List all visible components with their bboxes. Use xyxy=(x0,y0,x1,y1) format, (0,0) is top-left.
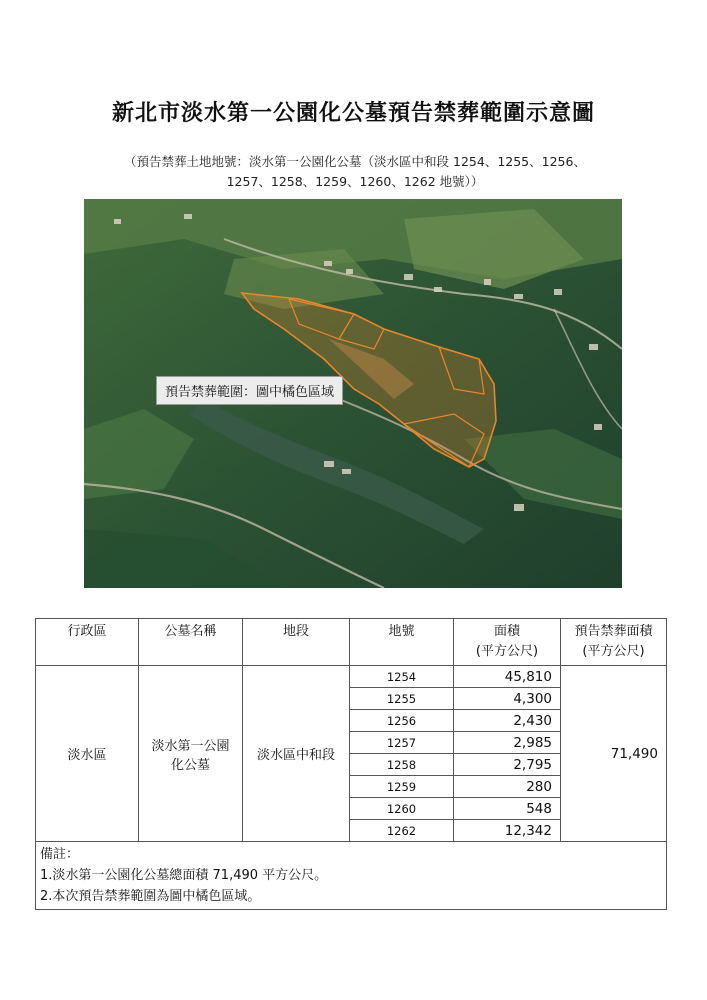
cemetery-name-cell xyxy=(139,666,243,842)
notes-cell xyxy=(36,842,667,910)
header-cemetery: 公墓名稱 xyxy=(139,619,243,666)
area-cell: 12,342 xyxy=(454,820,561,842)
header-area xyxy=(454,619,561,666)
subtitle-line-1: （預告禁葬土地地號：淡水第一公園化公墓（淡水區中和段 1254、1255、1256、 xyxy=(124,154,586,169)
lot-cell: 1257 xyxy=(350,732,454,754)
satellite-map xyxy=(84,199,622,588)
area-cell: 548 xyxy=(454,798,561,820)
lot-cell: 1260 xyxy=(350,798,454,820)
district-cell: 淡水區 xyxy=(36,666,139,842)
header-ban-area-unit: (平方公尺) xyxy=(582,644,645,659)
header-lot: 地號 xyxy=(350,619,454,666)
lot-cell: 1262 xyxy=(350,820,454,842)
lot-cell: 1255 xyxy=(350,688,454,710)
notes-heading: 備註： xyxy=(40,847,80,862)
section-cell: 淡水區中和段 xyxy=(243,666,350,842)
lot-cell: 1254 xyxy=(350,666,454,688)
lot-cell: 1259 xyxy=(350,776,454,798)
lot-cell: 1256 xyxy=(350,710,454,732)
page-title: 新北市淡水第一公園化公墓預告禁葬範圍示意圖 xyxy=(111,101,595,126)
header-area-unit: (平方公尺) xyxy=(475,644,539,659)
cemetery-name-line-1: 淡水第一公園 xyxy=(151,738,230,754)
area-cell: 280 xyxy=(454,776,561,798)
area-cell: 2,430 xyxy=(454,710,561,732)
subtitle-line-2: 1257、1258、1259、1260、1262 地號）） xyxy=(226,174,484,189)
header-area-label: 面積 xyxy=(493,624,520,639)
notes-row xyxy=(36,842,667,910)
lot-cell: 1258 xyxy=(350,754,454,776)
header-section: 地段 xyxy=(243,619,350,666)
area-cell: 2,985 xyxy=(454,732,561,754)
land-number-subtitle xyxy=(90,152,620,192)
area-cell: 45,810 xyxy=(454,666,561,688)
table-header-row xyxy=(36,619,667,666)
note-line-2: 2.本次預告禁葬範圍為圖中橘色區域。 xyxy=(40,889,261,904)
header-district: 行政區 xyxy=(36,619,139,666)
cemetery-data-table xyxy=(35,618,667,910)
note-line-1: 1.淡水第一公園化公墓總面積 71,490 平方公尺。 xyxy=(40,868,328,883)
header-ban-area xyxy=(561,619,667,666)
map-legend-label: 預告禁葬範圍：圖中橘色區域 xyxy=(156,376,343,405)
cemetery-name-line-2: 化公墓 xyxy=(170,757,210,773)
table-row xyxy=(36,666,667,688)
total-ban-area-cell: 71,490 xyxy=(561,666,667,842)
header-ban-area-label: 預告禁葬面積 xyxy=(574,624,653,639)
area-cell: 2,795 xyxy=(454,754,561,776)
area-cell: 4,300 xyxy=(454,688,561,710)
